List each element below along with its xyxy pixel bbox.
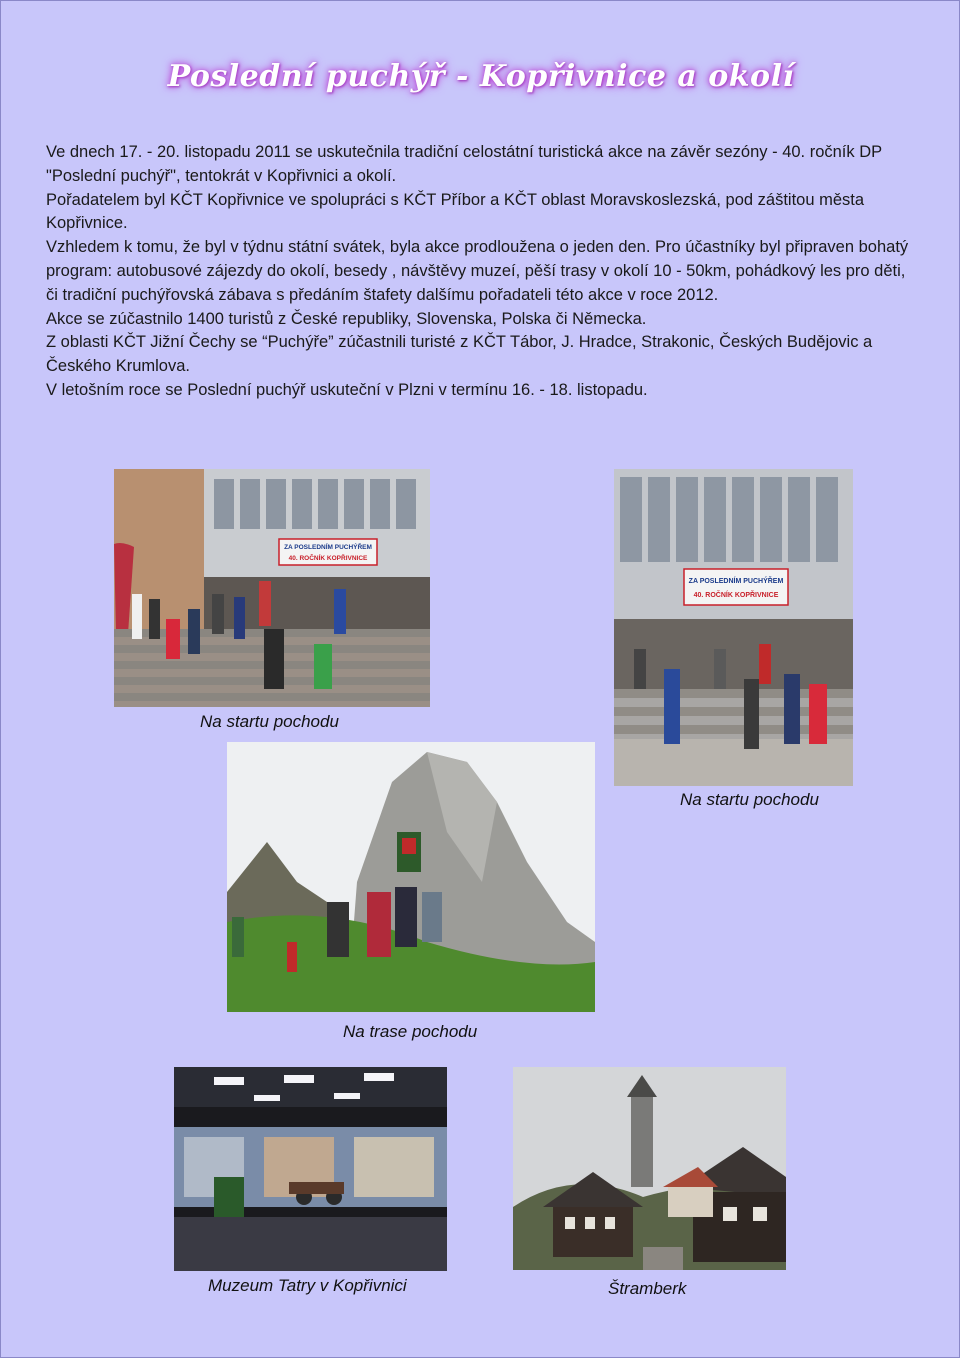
caption-stramberk: Štramberk: [608, 1279, 687, 1298]
caption-start-2: Na startu pochodu: [680, 790, 819, 809]
paragraph-1: Ve dnech 17. - 20. listopadu 2011 se uskutečnila tradiční celostátní turistická akce na závěr sezóny - 40. ročník DP "Poslední puchýř", tentokrát v Kopřivnici a okolí.: [46, 143, 882, 185]
svg-text:40. ROČNÍK KOPŘIVNICE: 40. ROČNÍK KOPŘIVNICE: [693, 592, 779, 599]
banner-line-2: 40. ROČNÍK KOPŘIVNICE: [288, 555, 368, 562]
photo-start-1: [114, 469, 430, 707]
paragraph-3: Vzhledem k tomu, že byl v týdnu státní svátek, byla akce prodloužena o jeden den. Pro účastníky byl připraven bohatý program: autobusové zájezdy do okolí, besedy , návštěvy muzeí, pěší trasy v okolí 10 - 50km, pohádkový les pro děti, či tradiční puchýřovská zábava s předáním štafety dalšímu pořadateli této akce v roce 2012.: [46, 238, 909, 304]
paragraph-2: Pořadatelem byl KČT Kopřivnice ve spolupráci s KČT Příbor a KČT oblast Moravskoslezská, pod záštitou města Kopřivnice.: [46, 190, 865, 233]
caption-trail: Na trase pochodu: [343, 1022, 478, 1041]
caption-museum: Muzeum Tatry v Kopřivnici: [208, 1276, 407, 1295]
paragraph-4: Akce se zúčastnilo 1400 turistů z České republiky, Slovenska, Polska či Německa.: [46, 309, 647, 328]
photo-stramberk: [513, 1067, 786, 1270]
paragraph-5: Z oblasti KČT Jižní Čechy se “Puchýře” zúčastnili turisté z KČT Tábor, J. Hradce, Strakonic, Českých Budějovic a Českého Krumlova.: [46, 333, 873, 376]
paragraph-6: V letošním roce se Poslední puchýř uskuteční v Plzni v termínu 16. - 18. listopadu.: [46, 380, 648, 399]
banner-line-1: ZA POSLEDNÍM PUCHÝŘEM: [284, 544, 372, 551]
article-text: [46, 141, 916, 403]
photo-start-2: [614, 469, 853, 786]
photo-trail: [227, 742, 595, 1012]
svg-text:ZA POSLEDNÍM PUCHÝŘEM: ZA POSLEDNÍM PUCHÝŘEM: [688, 578, 784, 585]
page-title: Poslední puchýř - Kopřivnice a okolí: [167, 59, 795, 94]
photo-museum: [174, 1067, 447, 1271]
caption-start-1: Na startu pochodu: [200, 712, 339, 731]
